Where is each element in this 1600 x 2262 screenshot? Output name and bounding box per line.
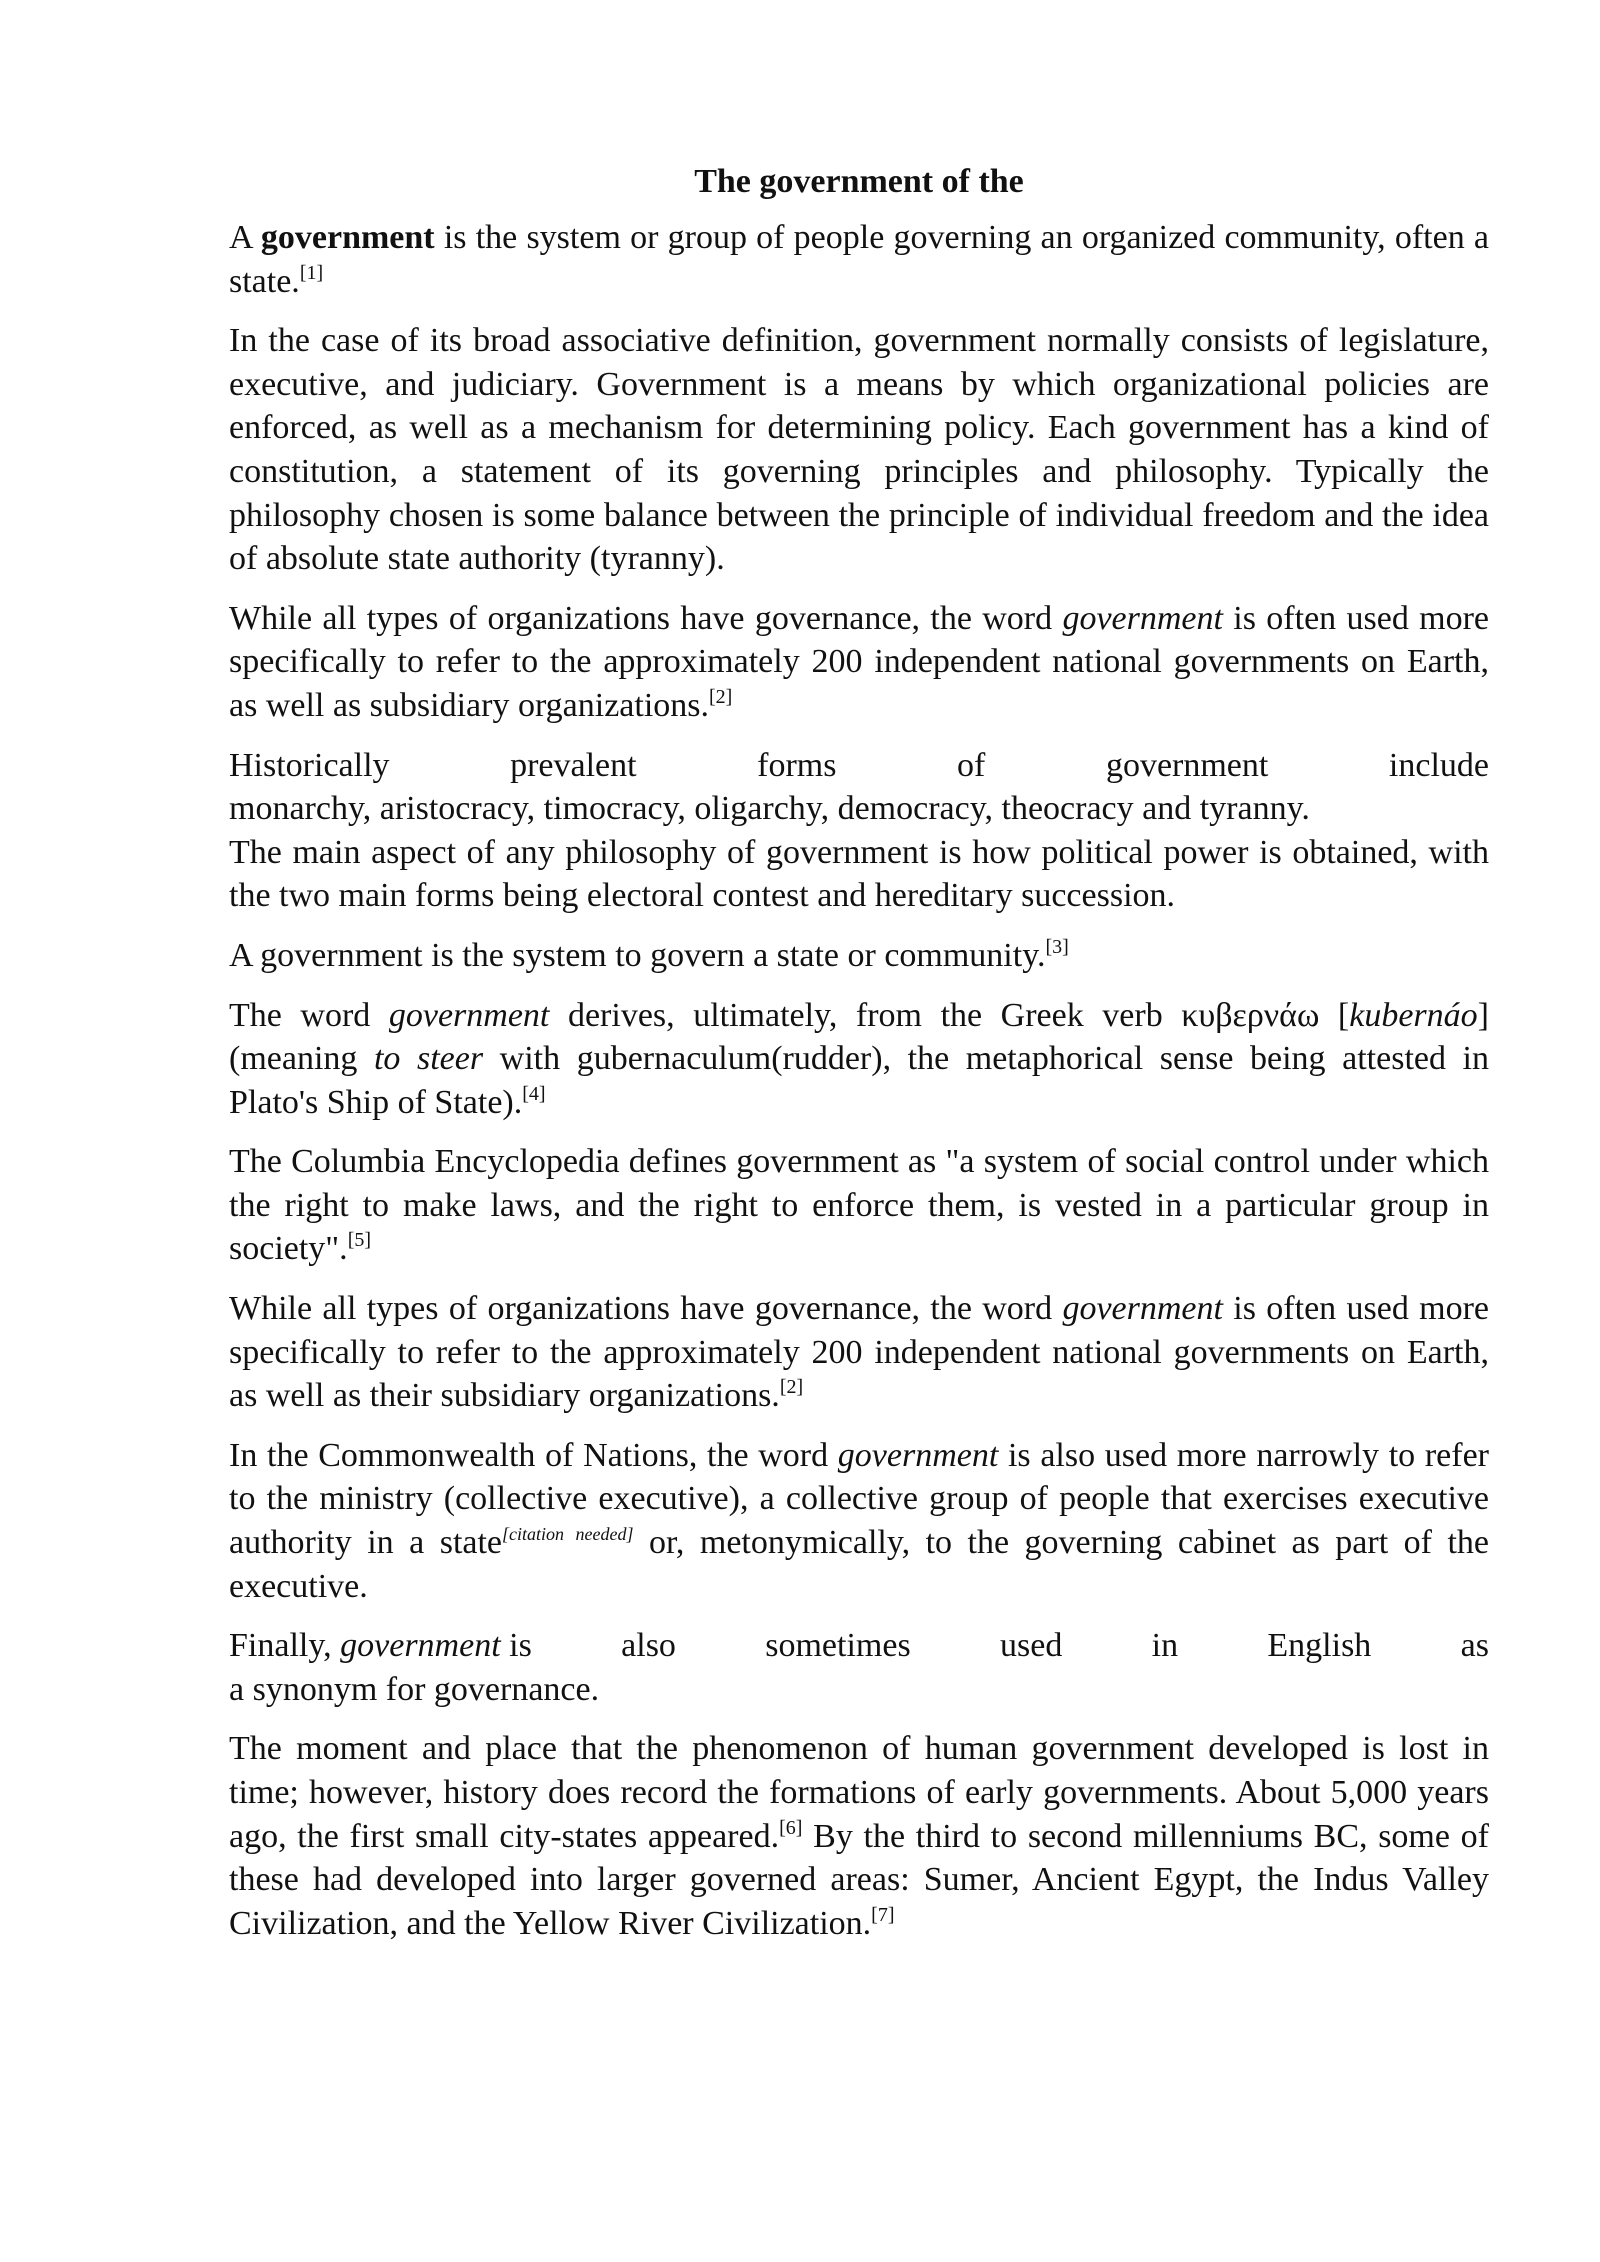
paragraph-11-line-2: a synonym for governance. [229,1670,600,1708]
text: A [229,219,252,256]
italic-term: government [340,1627,501,1665]
text: with gubernaculum(rudder), the metaphorical sense being attested in Plato's Ship of State). [229,1040,1490,1121]
text: is also used more narrowly to refer to the ministry (collective executive), a collective group of people that exercises executive authority in a state [229,1436,1489,1562]
citation-ref[interactable]: [2] [709,685,733,708]
text: or, metonymically, to the governing cabinet as part of the executive. [229,1524,1489,1605]
citation-ref[interactable]: [3] [1045,935,1069,958]
paragraph-1 [229,216,1489,303]
text: is often used more specifically to refer to the approximately 200 independent national governments on Earth, as well as subsidiary organizations. [229,599,1490,724]
paragraph-8 [229,1140,1489,1271]
paragraph-5: The main aspect of any philosophy of government is how political power is obtained, with the two main forms being electoral contest and hereditary succession. [229,833,1489,915]
bold-term: government [260,219,435,256]
paragraph-3 [229,597,1489,728]
italic-term: government [388,996,550,1034]
text: is often used more specifically to refer to the approximately 200 independent national governments on Earth, as well as their subsidiary organizations. [229,1290,1490,1415]
word: prevalent [510,746,637,784]
text: By the third to second millenniums BC, some of these had developed into larger governed areas: Sumer, Ancient Egypt, the Indus Valley Civilization, and the Yellow River Civilization. [229,1817,1489,1942]
italic-term: government [1062,599,1223,637]
text: Finally, [229,1627,341,1665]
word: English [1267,1627,1372,1665]
document-title: The government of the [694,163,1024,200]
word: used [1000,1627,1063,1665]
text: is [500,1627,532,1665]
word-group [229,1624,532,1668]
word: as [1460,1627,1489,1665]
paragraph-11-line-1 [229,1624,1489,1668]
text: is the system or group of people governing an organized community, often a state. [229,219,1489,300]
text: ] (meaning [229,996,1489,1078]
text: derives, ultimately, from the Greek verb κυβερνάω [ [549,996,1350,1034]
paragraph-7 [229,994,1489,1125]
word: in [1151,1627,1179,1665]
word: forms [757,746,837,784]
paragraph-11 [229,1624,1489,1711]
citation-ref[interactable]: [5] [347,1229,372,1252]
paragraph-12 [229,1727,1489,1945]
word: of [957,746,986,784]
text: The word [229,996,389,1034]
paragraph-4-line-2: monarchy, aristocracy, timocracy, oligarchy, democracy, theocracy and tyranny. [229,790,1310,828]
document-page [229,160,1489,1961]
citation-ref[interactable]: [2] [779,1376,804,1399]
text: The moment and place that the phenomenon of human government developed is lost in time; however, history does record the formations of early governments. About 5,000 years ago, the first small city-states appeared. [229,1730,1489,1855]
text: In the Commonwealth of Nations, the word [229,1436,838,1474]
paragraph-4 [229,744,1489,831]
citation-ref[interactable]: [1] [299,261,324,284]
citation-ref[interactable]: [6] [779,1816,803,1839]
word: sometimes [765,1627,911,1665]
citation-ref[interactable]: [4] [522,1082,546,1105]
word: Historically [229,746,390,784]
text: The Columbia Encyclopedia defines government as "a system of social control under which the right to make laws, and the right to enforce them, is vested in a particular group in society". [229,1143,1489,1268]
word: also [621,1627,676,1665]
paragraph-2: In the case of its broad associative definition, government normally consists of legislature, executive, and judiciary. Government is a means by which organizational policies are enforced, as well as a mechanism for determining policy. Each government has a kind of constitution, a statement of its governing principles and philosophy. Typically the philosophy chosen is some balance between the principle of individual freedom and the idea of absolute state authority (tyranny). [229,322,1489,578]
word: government [1105,746,1269,784]
italic-term: government [837,1436,999,1474]
text: A government is the system to govern a state or community. [229,936,1046,974]
paragraph-10 [229,1434,1489,1608]
citation-needed-tag[interactable]: [citation needed] [502,1524,634,1545]
italic-term: to steer [373,1040,484,1078]
text: While all types of organizations have governance, the word [229,599,1063,637]
paragraph-6 [229,934,1489,978]
citation-ref[interactable]: [7] [871,1903,895,1926]
paragraph-4-line-1 [229,744,1489,788]
paragraph-9 [229,1287,1489,1418]
italic-term: kubernáo [1349,996,1478,1034]
word: include [1388,746,1489,784]
text: While all types of organizations have governance, the word [229,1290,1063,1328]
italic-term: government [1062,1290,1223,1328]
